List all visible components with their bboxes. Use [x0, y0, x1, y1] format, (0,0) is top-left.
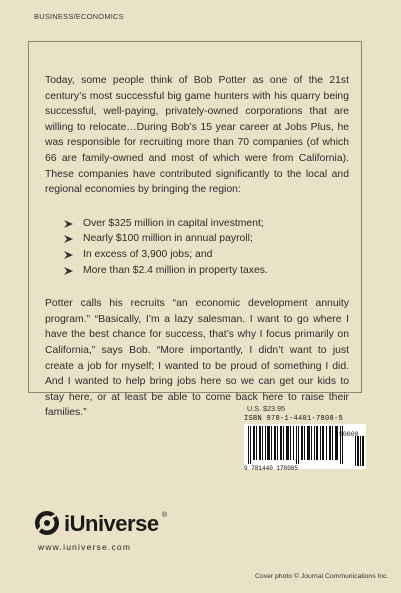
blurb-paragraph-1: Today, some people think of Bob Potter as one of the 21st century’s most successful big game hunters with his quarry being successful, well-paying, privately-owned corporations that are willing to relocate…During Bob’s 15 year career at Jobs Plus, he was responsible for recruiting more than 70 companies (of which 66 are family-owned and most of which were from California). These companies have contributed significantly to the local and regional economies by bringing the region:	[45, 75, 349, 196]
barcode-addon-number: 90000	[339, 431, 359, 438]
blurb-text	[45, 73, 349, 421]
arrow-bullet-icon	[64, 251, 73, 259]
barcode-digits: 9 781440 178085	[244, 465, 299, 472]
publisher-website: www.iuniverse.com	[38, 542, 132, 552]
barcode-block	[244, 415, 366, 475]
bullet-text: Over $325 million in capital investment;	[83, 217, 264, 229]
barcode-image	[244, 424, 354, 469]
arrow-bullet-icon	[64, 220, 73, 228]
bullet-item	[64, 263, 349, 279]
arrow-bullet-icon	[64, 267, 73, 275]
registered-mark: ®	[162, 512, 168, 519]
bullet-list	[64, 216, 349, 278]
iuniverse-logo-icon	[34, 509, 60, 537]
photo-credit: Cover photo © Journal Communications Inc.	[255, 573, 389, 580]
category-label: BUSINESS/ECONOMICS	[34, 12, 124, 21]
bullet-item	[64, 216, 349, 232]
bullet-item	[64, 247, 349, 263]
isbn-number: ISBN 978-1-4401-7808-5	[244, 415, 344, 423]
bullet-text: In excess of 3,900 jobs; and	[83, 248, 213, 260]
bullet-text: Nearly $100 million in annual payroll;	[83, 233, 253, 245]
arrow-bullet-icon	[64, 235, 73, 243]
bullet-text: More than $2.4 million in property taxes.	[83, 264, 268, 276]
price-label: U.S. $23.95	[247, 404, 285, 413]
blurb-paragraph-2: Potter calls his recruits “an economic development annuity program.” “Basically, I’m a lazy salesman. I want to go where I have the best chance for success, that’s why I focus primarily on California,” says Bob. “More importantly, I didn’t want to just create a job for myself; I wanted to be proud of something I did. And I wanted to help bring jobs here so we can get our kids to stay here, or at least be able to come back here to raise their families.”	[45, 298, 349, 419]
bullet-item	[64, 231, 349, 247]
publisher-name: iUniverse	[64, 511, 159, 536]
